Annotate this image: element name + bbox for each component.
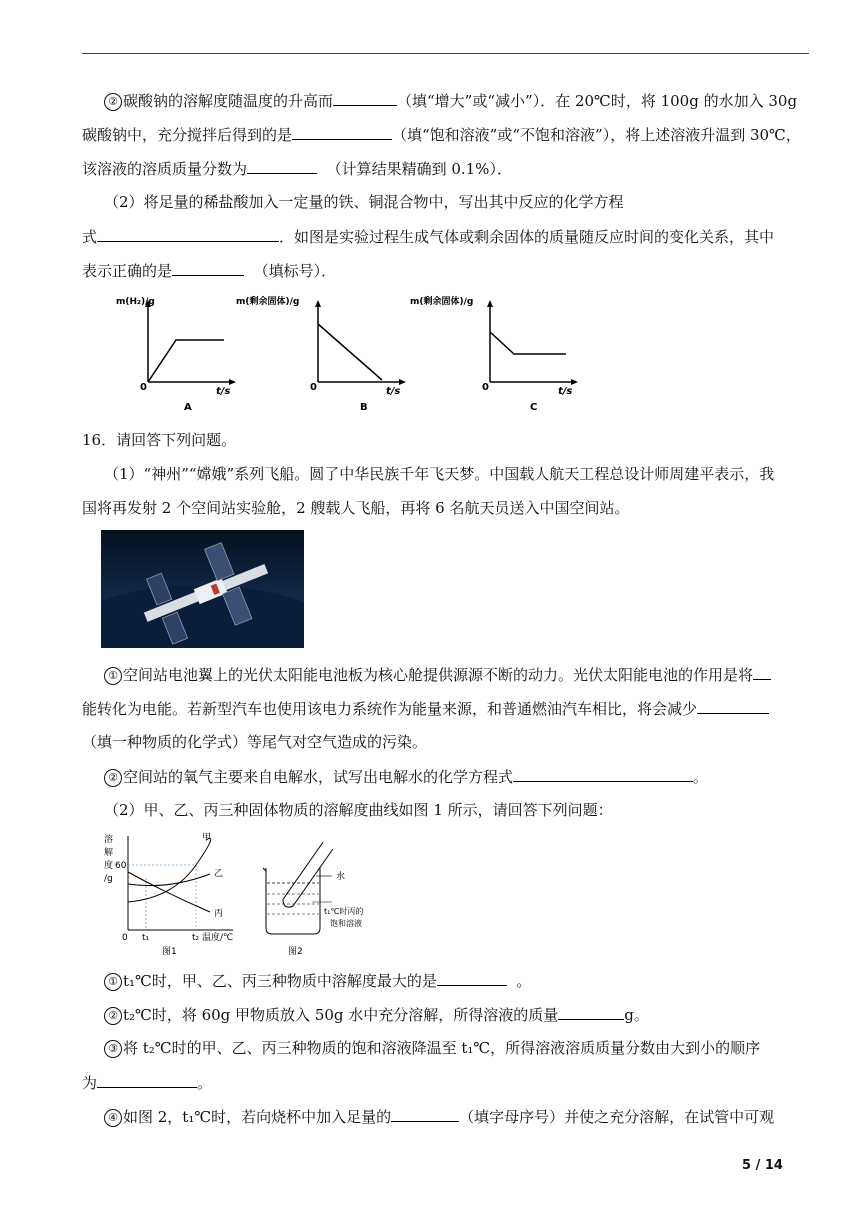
- text: t₁℃时，甲、乙、丙三种物质中溶解度最大的是: [123, 972, 437, 990]
- circled-number: ①: [104, 973, 122, 991]
- y-label-2: 解: [104, 848, 114, 858]
- origin-label: 0: [310, 382, 317, 393]
- y-label: m(H₂)/g: [116, 297, 155, 307]
- text: （填标号）．: [253, 262, 337, 280]
- circled-number: ③: [104, 1040, 122, 1058]
- circled-number: ②: [104, 1007, 122, 1025]
- x-label: 温度/℃: [202, 933, 234, 943]
- text: 能转化为电能。若新型汽车也使用该电力系统作为能量来源，和普通燃油汽车相比，将会减少: [82, 700, 698, 718]
- curve: [490, 332, 566, 354]
- text: t₂℃时，将 60g 甲物质放入 50g 水中充分溶解，所得溶液的质量: [123, 1006, 559, 1024]
- text: 如图 2，t₁℃时，若向烧杯中加入足量的: [123, 1108, 392, 1126]
- q15-line5: [82, 226, 774, 247]
- label-yi: 乙: [214, 869, 224, 879]
- label-bing: 丙: [214, 909, 224, 919]
- y-label-4: /g: [104, 874, 113, 884]
- tick-t1: t₁: [142, 933, 150, 943]
- x-arrow: [571, 379, 578, 385]
- x-label: t/s: [216, 386, 231, 397]
- q16-s2-2: [104, 1004, 649, 1025]
- text: 该溶液的溶质质量分数为: [82, 160, 248, 178]
- circled-number: ②: [104, 769, 122, 787]
- graph-tag: A: [184, 402, 192, 412]
- y-label-1: 溶: [104, 835, 114, 845]
- text: 碳酸钠中，充分搅拌后得到的是: [82, 126, 293, 144]
- text: ．如图是实验过程生成气体或剩余固体的质量随反应时间的变化关系，其中: [279, 228, 775, 246]
- y-label-3: 度: [104, 861, 114, 871]
- text: 碳酸钠的溶解度随温度的升高而: [123, 92, 334, 110]
- figure-2-beaker: [258, 838, 388, 958]
- answer-blank[interactable]: [97, 226, 279, 242]
- answer-blank[interactable]: [97, 1072, 197, 1088]
- graph-b: [232, 292, 422, 412]
- answer-blank[interactable]: [292, 124, 392, 140]
- answer-blank[interactable]: [697, 698, 769, 714]
- y-arrow: [487, 300, 493, 307]
- y-label: m(剩余固体)/g: [410, 297, 474, 307]
- circled-number: ④: [104, 1109, 122, 1127]
- q15-line3: [82, 158, 512, 179]
- text: 表示正确的是: [82, 262, 173, 280]
- q16-s2-4: [104, 1106, 774, 1127]
- text: g。: [624, 1006, 649, 1024]
- graph-tag: C: [530, 402, 538, 412]
- text: 为: [82, 1074, 98, 1092]
- text: （填“饱和溶液”或“不饱和溶液”），将上述溶液升温到 30℃，: [392, 126, 801, 144]
- curve: [148, 340, 224, 382]
- beaker: [266, 868, 320, 934]
- answer-blank[interactable]: [753, 664, 771, 680]
- label-jia: 甲: [202, 833, 212, 843]
- answer-blank[interactable]: [172, 260, 244, 276]
- page-number: 5 / 14: [742, 1158, 783, 1173]
- label-water: 水: [336, 872, 346, 882]
- x-label: t/s: [558, 386, 573, 397]
- graph-tag: B: [360, 402, 368, 412]
- circled-number: ①: [104, 667, 122, 685]
- figure-caption: 图2: [288, 947, 303, 957]
- q16-title: 16．请回答下列问题。: [82, 431, 237, 449]
- text: 。: [197, 1074, 213, 1092]
- q16-s2-3-line2: [82, 1072, 212, 1093]
- q15-line2: [82, 124, 801, 145]
- label-solution-2: 饱和溶液: [330, 919, 362, 928]
- text: （填字母序号）并使之充分溶解，在试管中可观: [459, 1108, 775, 1126]
- text: 空间站电池翼上的光伏太阳能电池板为核心舱提供源源不断的动力。光伏太阳能电池的作用是将: [123, 666, 754, 684]
- text: 空间站的氧气主要来自电解水，试写出电解水的化学方程式: [123, 768, 514, 786]
- origin-label: 0: [482, 382, 489, 393]
- tick-60: 60: [115, 861, 127, 871]
- q16-s1-1-line2: [82, 698, 769, 719]
- q16-s1-line1: （1）“神州”“嫦娥”系列飞船。圆了中华民族千年飞天梦。中国载人航天工程总设计师周建平表示，我: [104, 465, 775, 483]
- origin-label: 0: [122, 933, 128, 943]
- answer-blank[interactable]: [247, 158, 317, 174]
- text: （填“增大”或“减小”）．在 20℃时，将 100g 的水加入 30g: [397, 92, 798, 110]
- answer-blank[interactable]: [437, 970, 507, 986]
- y-arrow: [315, 300, 321, 307]
- curve: [318, 324, 382, 380]
- q16-s2-1: [104, 970, 531, 991]
- tick-t2: t₂: [192, 933, 200, 943]
- q16-s1-2: ② 空间站的氧气主要来自电解水，试写出电解水的化学方程式 。: [104, 766, 708, 787]
- text: 将 t₂℃时的甲、乙、丙三种物质的饱和溶液降温至 t₁℃，所得溶液溶质质量分数由大到小的顺序: [123, 1039, 761, 1057]
- q16-s1-1-line3: （填一种物质的化学式）等尾气对空气造成的污染。: [82, 733, 428, 751]
- q16-s2-3-line1: [104, 1038, 760, 1058]
- answer-blank[interactable]: [333, 90, 397, 106]
- circled-number: ②: [104, 93, 122, 111]
- q16-s1-1-line1: [104, 664, 771, 685]
- header-rule: [82, 53, 809, 54]
- q16-s1-line2: 国将再发射 2 个空间站实验舱，2 艘载人飞船，再将 6 名航天员送入中国空间站。: [82, 499, 630, 517]
- answer-blank[interactable]: [391, 1106, 459, 1122]
- x-label: t/s: [386, 386, 401, 397]
- origin-label: 0: [140, 382, 147, 393]
- q15-line6: [82, 260, 336, 281]
- text: （计算结果精确到 0.1%）．: [326, 160, 512, 178]
- text: 。: [516, 972, 532, 990]
- text: 式: [82, 228, 98, 246]
- x-arrow: [399, 379, 406, 385]
- answer-blank[interactable]: [513, 766, 693, 782]
- figure-caption: 图1: [162, 947, 177, 957]
- q15-line1: [104, 90, 797, 111]
- q15-sub2: （2）将足量的稀盐酸加入一定量的铁、铜混合物中，写出其中反应的化学方程: [104, 193, 624, 211]
- q16-s2: （2）甲、乙、丙三种固体物质的溶解度曲线如图 1 所示，请回答下列问题：: [104, 801, 613, 819]
- y-label: m(剩余固体)/g: [236, 297, 300, 307]
- curve-jia: [128, 838, 211, 902]
- space-station-photo: [101, 530, 304, 648]
- curve-yi: [128, 874, 210, 886]
- label-solution-1: t₁℃时丙的: [324, 907, 364, 916]
- graph-c: [408, 292, 598, 412]
- figure-1-solubility: [98, 828, 248, 958]
- answer-blank[interactable]: [558, 1004, 624, 1020]
